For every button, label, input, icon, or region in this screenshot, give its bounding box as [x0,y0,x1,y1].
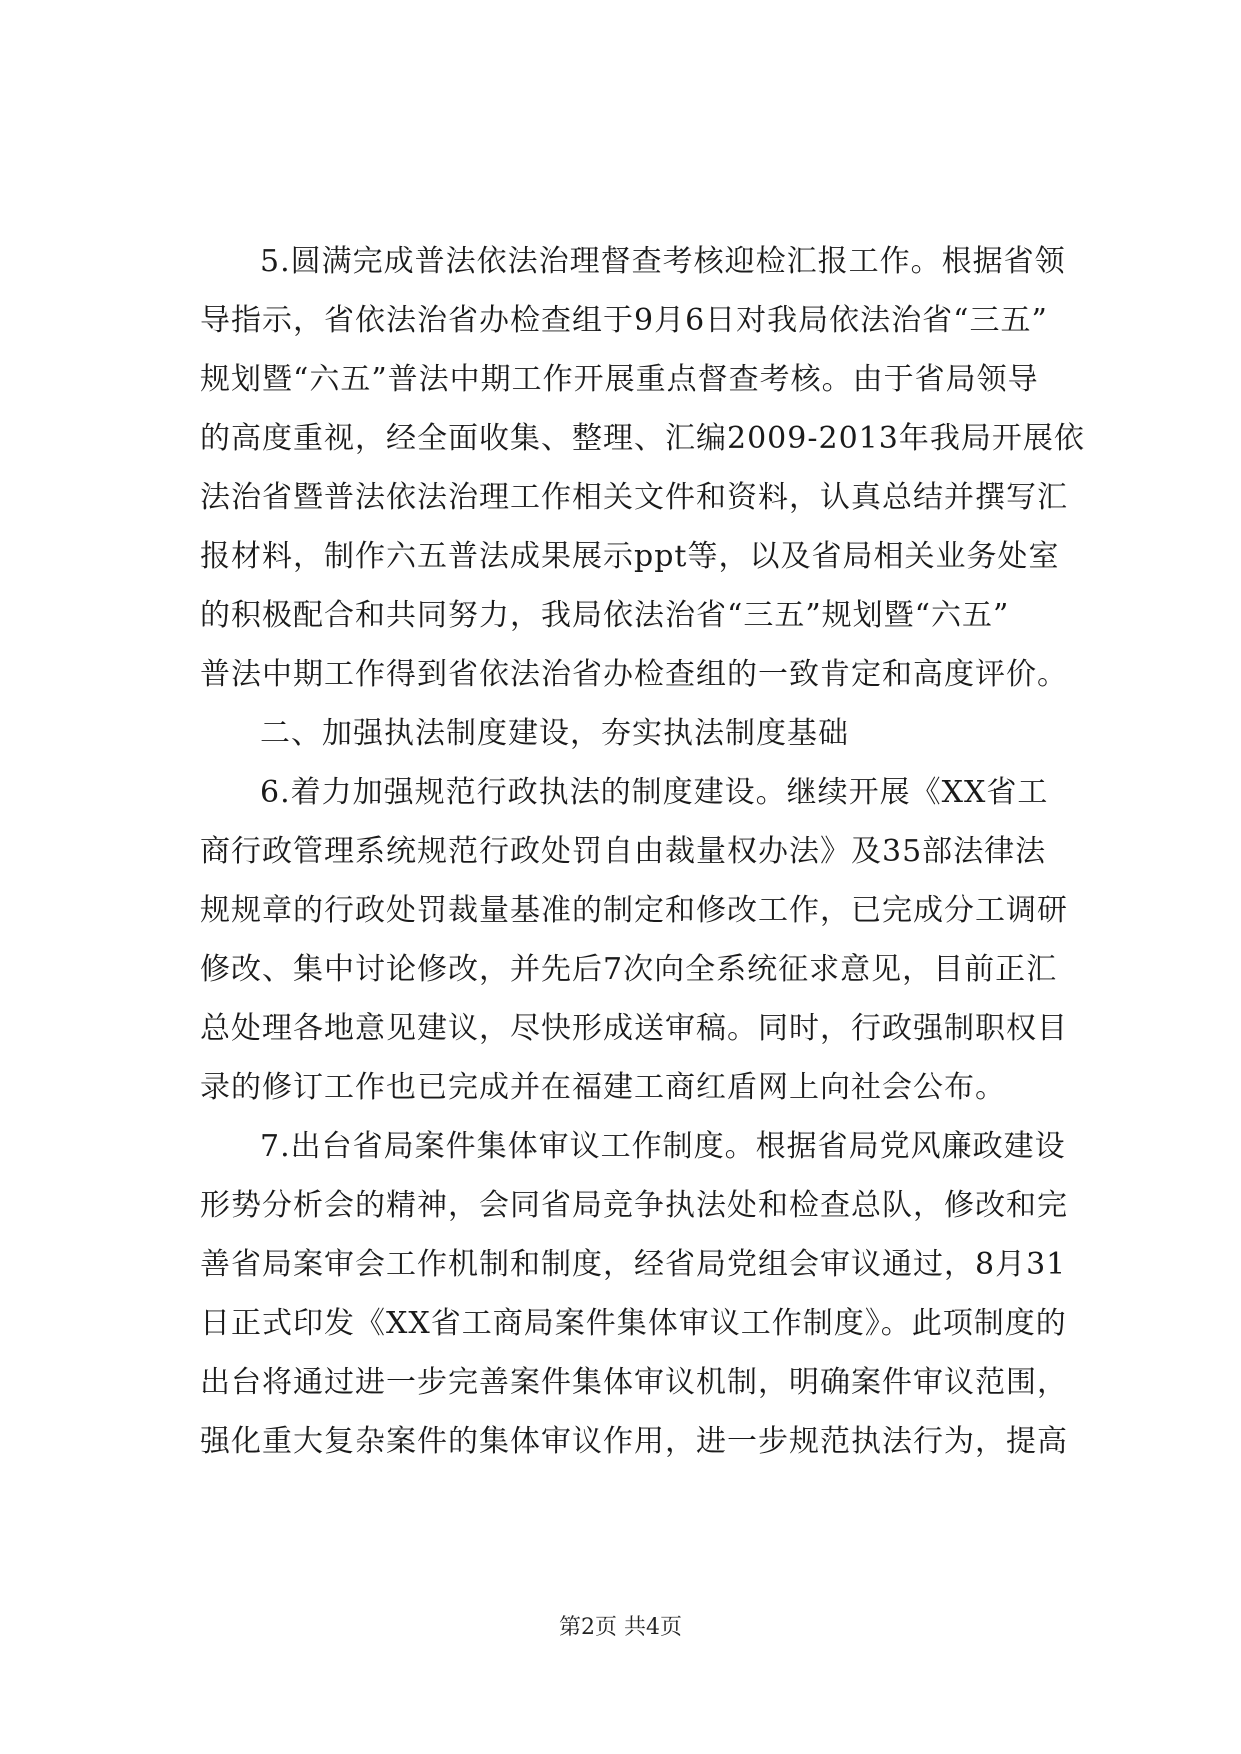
text-line: 7.出台省局案件集体审议工作制度。根据省局党风廉政建设 [260,1129,1066,1164]
text-line: 规规章的行政处罚裁量基准的制定和修改工作，已完成分工调研 [200,893,1068,928]
text-line: 导指示，省依法治省办检查组于9月6日对我局依法治省“三五” [200,303,1048,338]
text-line: 的高度重视，经全面收集、整理、汇编2009-2013年我局开展依 [200,421,1085,456]
heading-line: 二、加强执法制度建设，夯实执法制度基础 [260,716,849,751]
text-line: 日正式印发《XX省工商局案件集体审议工作制度》。此项制度的 [200,1306,1067,1341]
section-heading [200,704,1080,763]
text-line: 修改、集中讨论修改，并先后7次向全系统征求意见，目前正汇 [200,952,1058,987]
text-line: 形势分析会的精神，会同省局竞争执法处和检查总队，修改和完 [200,1188,1068,1223]
text-line: 录的修订工作也已完成并在福建工商红盾网上向社会公布。 [200,1070,1006,1105]
text-line: 的积极配合和共同努力，我局依法治省“三五”规划暨“六五” [200,598,1010,633]
text-line: 规划暨“六五”普法中期工作开展重点督查考核。由于省局领导 [200,362,1039,397]
paragraph-5 [200,232,1085,704]
body-text [200,232,1085,1471]
paragraph-7 [200,1117,1080,1471]
text-line: 5.圆满完成普法依法治理督查考核迎检汇报工作。根据省领 [260,244,1066,279]
text-line: 普法中期工作得到省依法治省办检查组的一致肯定和高度评价。 [200,657,1068,692]
text-line: 法治省暨普法依法治理工作相关文件和资料，认真总结并撰写汇 [200,480,1068,515]
page-number-footer: 第2页 共4页 [559,1615,682,1640]
text-line: 商行政管理系统规范行政处罚自由裁量权办法》及35部法律法 [200,834,1047,869]
text-line: 总处理各地意见建议，尽快形成送审稿。同时，行政强制职权目 [200,1011,1068,1046]
text-line: 出台将通过进一步完善案件集体审议机制，明确案件审议范围， [200,1365,1068,1400]
text-line: 善省局案审会工作机制和制度，经省局党组会审议通过，8月31 [200,1247,1067,1282]
text-line: 6.着力加强规范行政执法的制度建设。继续开展《XX省工 [260,775,1049,810]
paragraph-6 [200,763,1080,1117]
text-line: 报材料，制作六五普法成果展示ppt等，以及省局相关业务处室 [200,539,1060,574]
text-line: 强化重大复杂案件的集体审议作用，进一步规范执法行为，提高 [200,1424,1068,1459]
